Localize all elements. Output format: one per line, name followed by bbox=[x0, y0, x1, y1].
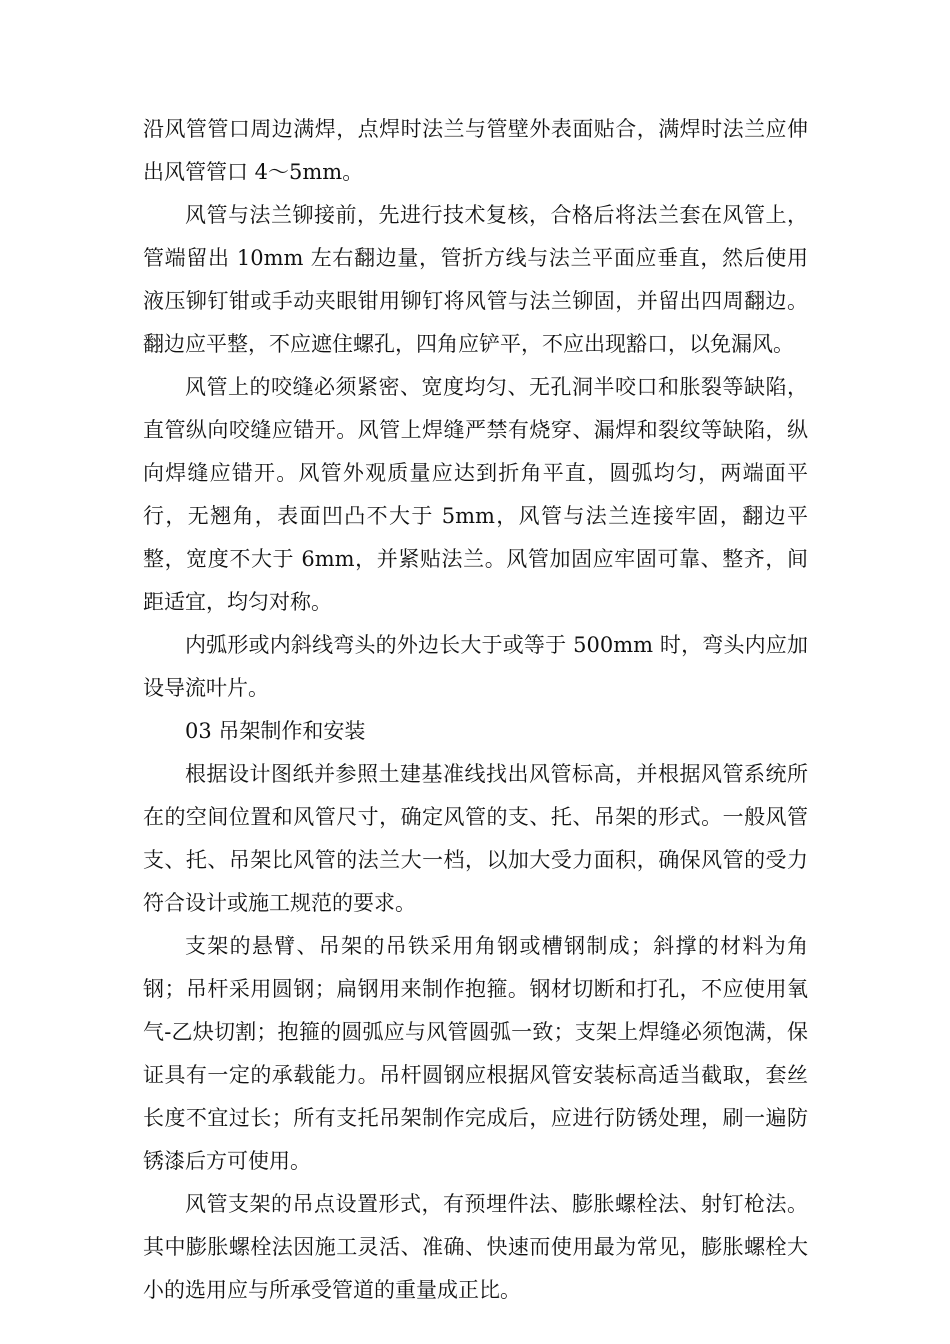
section-paragraph-2: 支架的悬臂、吊架的吊铁采用角钢或槽钢制成；斜撑的材料为角钢；吊杆采用圆钢；扁钢用来制作抱箍。钢材切断和打孔，不应使用氧气-乙炔切割；抱箍的圆弧应与风管圆弧一致；支架上焊缝必须饱满，保证具有一定的承载能力。吊杆圆钢应根据风管安装标高适当截取，套丝长度不宜过长；所有支托吊架制作完成后，应进行防锈处理，刷一遍防锈漆后方可使用。 bbox=[143, 934, 808, 1173]
paragraph-3: 风管上的咬缝必须紧密、宽度均匀、无孔洞半咬口和胀裂等缺陷，直管纵向咬缝应错开。风管上焊缝严禁有烧穿、漏焊和裂纹等缺陷，纵向焊缝应错开。风管外观质量应达到折角平直，圆弧均匀，两端面平行，无翘角，表面凹凸不大于 5mm，风管与法兰连接牢固，翻边平整，宽度不大于 6mm，并紧贴法兰。风管加固应牢固可靠、整齐，间距适宜，均匀对称。 bbox=[143, 375, 808, 614]
section-heading: 03 吊架制作和安装 bbox=[185, 719, 366, 743]
paragraph-2: 风管与法兰铆接前，先进行技术复核，合格后将法兰套在风管上，管端留出 10mm 左右翻边量，管折方线与法兰平面应垂直，然后使用液压铆钉钳或手动夹眼钳用铆钉将风管与法兰铆固，并留出四周翻边。翻边应平整，不应遮住螺孔，四角应铲平，不应出现豁口，以免漏风。 bbox=[143, 203, 808, 356]
paragraph-1: 沿风管管口周边满焊，点焊时法兰与管壁外表面贴合，满焊时法兰应伸出风管管口 4～5mm。 bbox=[143, 117, 808, 184]
section-paragraph-1: 根据设计图纸并参照土建基准线找出风管标高，并根据风管系统所在的空间位置和风管尺寸，确定风管的支、托、吊架的形式。一般风管支、托、吊架比风管的法兰大一档，以加大受力面积，确保风管的受力符合设计或施工规范的要求。 bbox=[143, 762, 808, 915]
document-page bbox=[143, 108, 808, 1312]
section-paragraph-3: 风管支架的吊点设置形式，有预埋件法、膨胀螺栓法、射钉枪法。其中膨胀螺栓法因施工灵活、准确、快速而使用最为常见，膨胀螺栓大小的选用应与所承受管道的重量成正比。 bbox=[143, 1192, 808, 1302]
paragraph-4: 内弧形或内斜线弯头的外边长大于或等于 500mm 时，弯头内应加设导流叶片。 bbox=[143, 633, 808, 700]
